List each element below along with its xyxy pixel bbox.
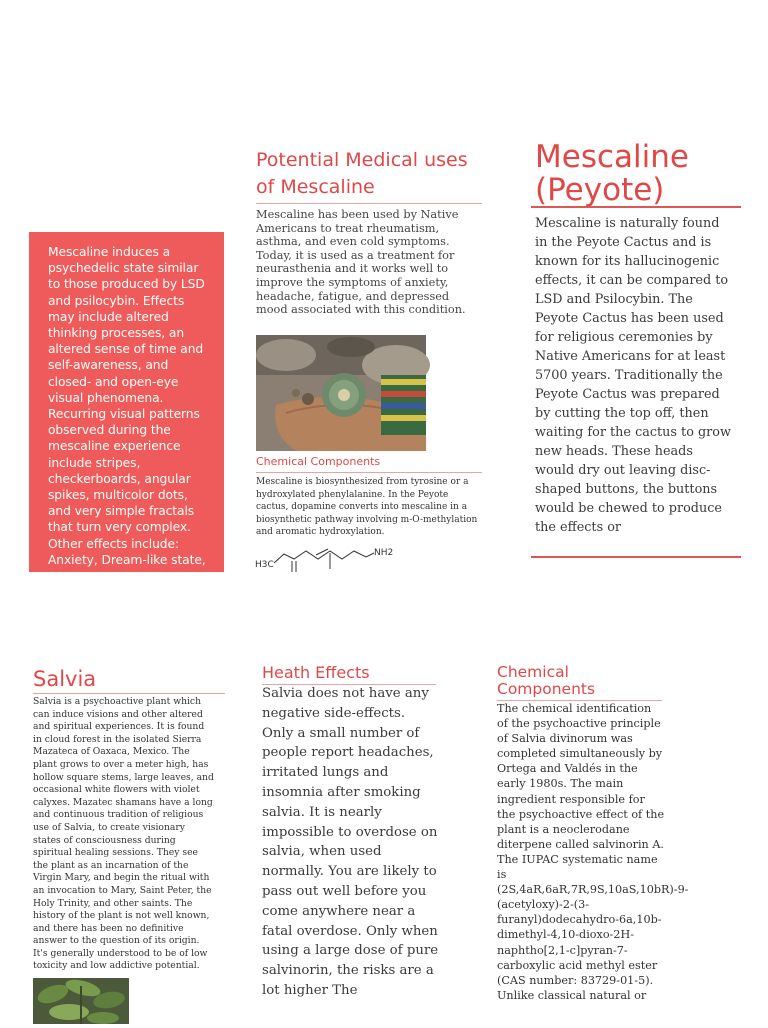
salvia-title: Salvia [33, 667, 97, 691]
mescaline-structure-diagram [254, 543, 404, 573]
callout-text: Mescaline induces a psychedelic state similar to those produced by LSD and psilocybin. Effects may include altered thinking processes, an altered sense of time and self-awareness, and closed- and open-eye visual phenomena. Recurring visual patterns observed during the mescaline experience include stripes, checkerboards, angular spikes, multicolor dots, and very simple fractals that turn very complex. Other effects include: Anxiety, Dream-like state, [48, 245, 206, 567]
peyote-hand-photo [256, 335, 426, 451]
divider [531, 556, 741, 558]
divider [256, 203, 482, 204]
health-effects-title: Heath Effects [262, 663, 370, 682]
peyote-title: Mescaline (Peyote) [535, 139, 689, 208]
chemical-components-body: Mescaline is biosynthesized from tyrosine or a hydroxylated phenylalanine. In the Peyote cactus, dopamine converts into mescaline in a biosynthetic pathway involving m-O-methylation and aromatic hydroxylation. [256, 477, 478, 538]
medical-uses-title: Potential Medical uses of Mescaline [256, 149, 468, 198]
salvia-plant-photo [33, 978, 129, 1024]
molecule-left-label: H3C [255, 560, 274, 570]
salvia-chemical-body: The chemical identification of the psychoactive principle of Salvia divinorum was completed simultaneously by Ortega and Valdés in the early 1980s. The main ingredient responsible for the psychoactive effect of the plant is a neoclerodane diterpene called salvinorin A. The IUPAC systematic name is (2S,4aR,6aR,7R,9S,10aS,10bR)-9-(acetyloxy)-2-(3-furanyl)dodecahydro-6a,10b-dimethyl-4,10-dioxo-2H-naphtho[2,1-c]pyran-7-carboxylic acid methyl ester (CAS number: 83729-01-5). Unlike classical natural or [497, 702, 689, 1002]
medical-uses-body: Mescaline has been used by Native Americans to treat rheumatism, asthma, and even cold symptoms. Today, it is used as a treatment for neurasthenia and it works well to improve the symptoms of anxiety, headache, fatigue, and depressed mood associated with this condition. [256, 208, 466, 317]
health-effects-body: Salvia does not have any negative side-effects. Only a small number of people report headaches, irritated lungs and insomnia after smoking salvia. It is nearly impossible to overdose on salvia, when used normally. You are likely to pass out well before you come anywhere near a fatal overdose. Only when using a large dose of pure salvinorin, the risks are a lot higher The [262, 686, 439, 998]
divider [256, 472, 482, 473]
molecule-right-label: NH2 [374, 548, 394, 558]
effects-callout [29, 232, 224, 572]
salvia-chemical-title: Chemical Components [497, 663, 596, 698]
divider [33, 693, 225, 694]
chemical-components-title: Chemical Components [256, 455, 381, 468]
divider [531, 206, 741, 208]
salvia-body: Salvia is a psychoactive plant which can induce visions and other altered and spiritual experiences. It is found in cloud forest in the isolated Sierra Mazateca of Oaxaca, Mexico. The plant grows to over a meter high, has hollow square stems, large leaves, and occasional white flowers with violet calyxes. Mazatec shamans have a long and continuous tradition of religious use of Salvia, to create visionary states of consciousness during spiritual healing sessions. They see the plant as an incarnation of the Virgin Mary, and begin the ritual with an invocation to Mary, Saint Peter, the Holy Trinity, and other saints. The history of the plant is not well known, and there has been no definitive answer to the question of its origin. It's generally understood to be of low toxicity and low addictive potential. [33, 696, 214, 972]
peyote-body: Mescaline is naturally found in the Peyote Cactus and is known for its hallucinogenic effects, it can be compared to LSD and Psilocybin. The Peyote Cactus has been used for religious ceremonies by Native Americans for at least 5700 years. Traditionally the Peyote Cactus was prepared by cutting the top off, then waiting for the cactus to grow new heads. These heads would dry out leaving disc-shaped buttons, the buttons would be chewed to produce the effects or [535, 216, 731, 535]
